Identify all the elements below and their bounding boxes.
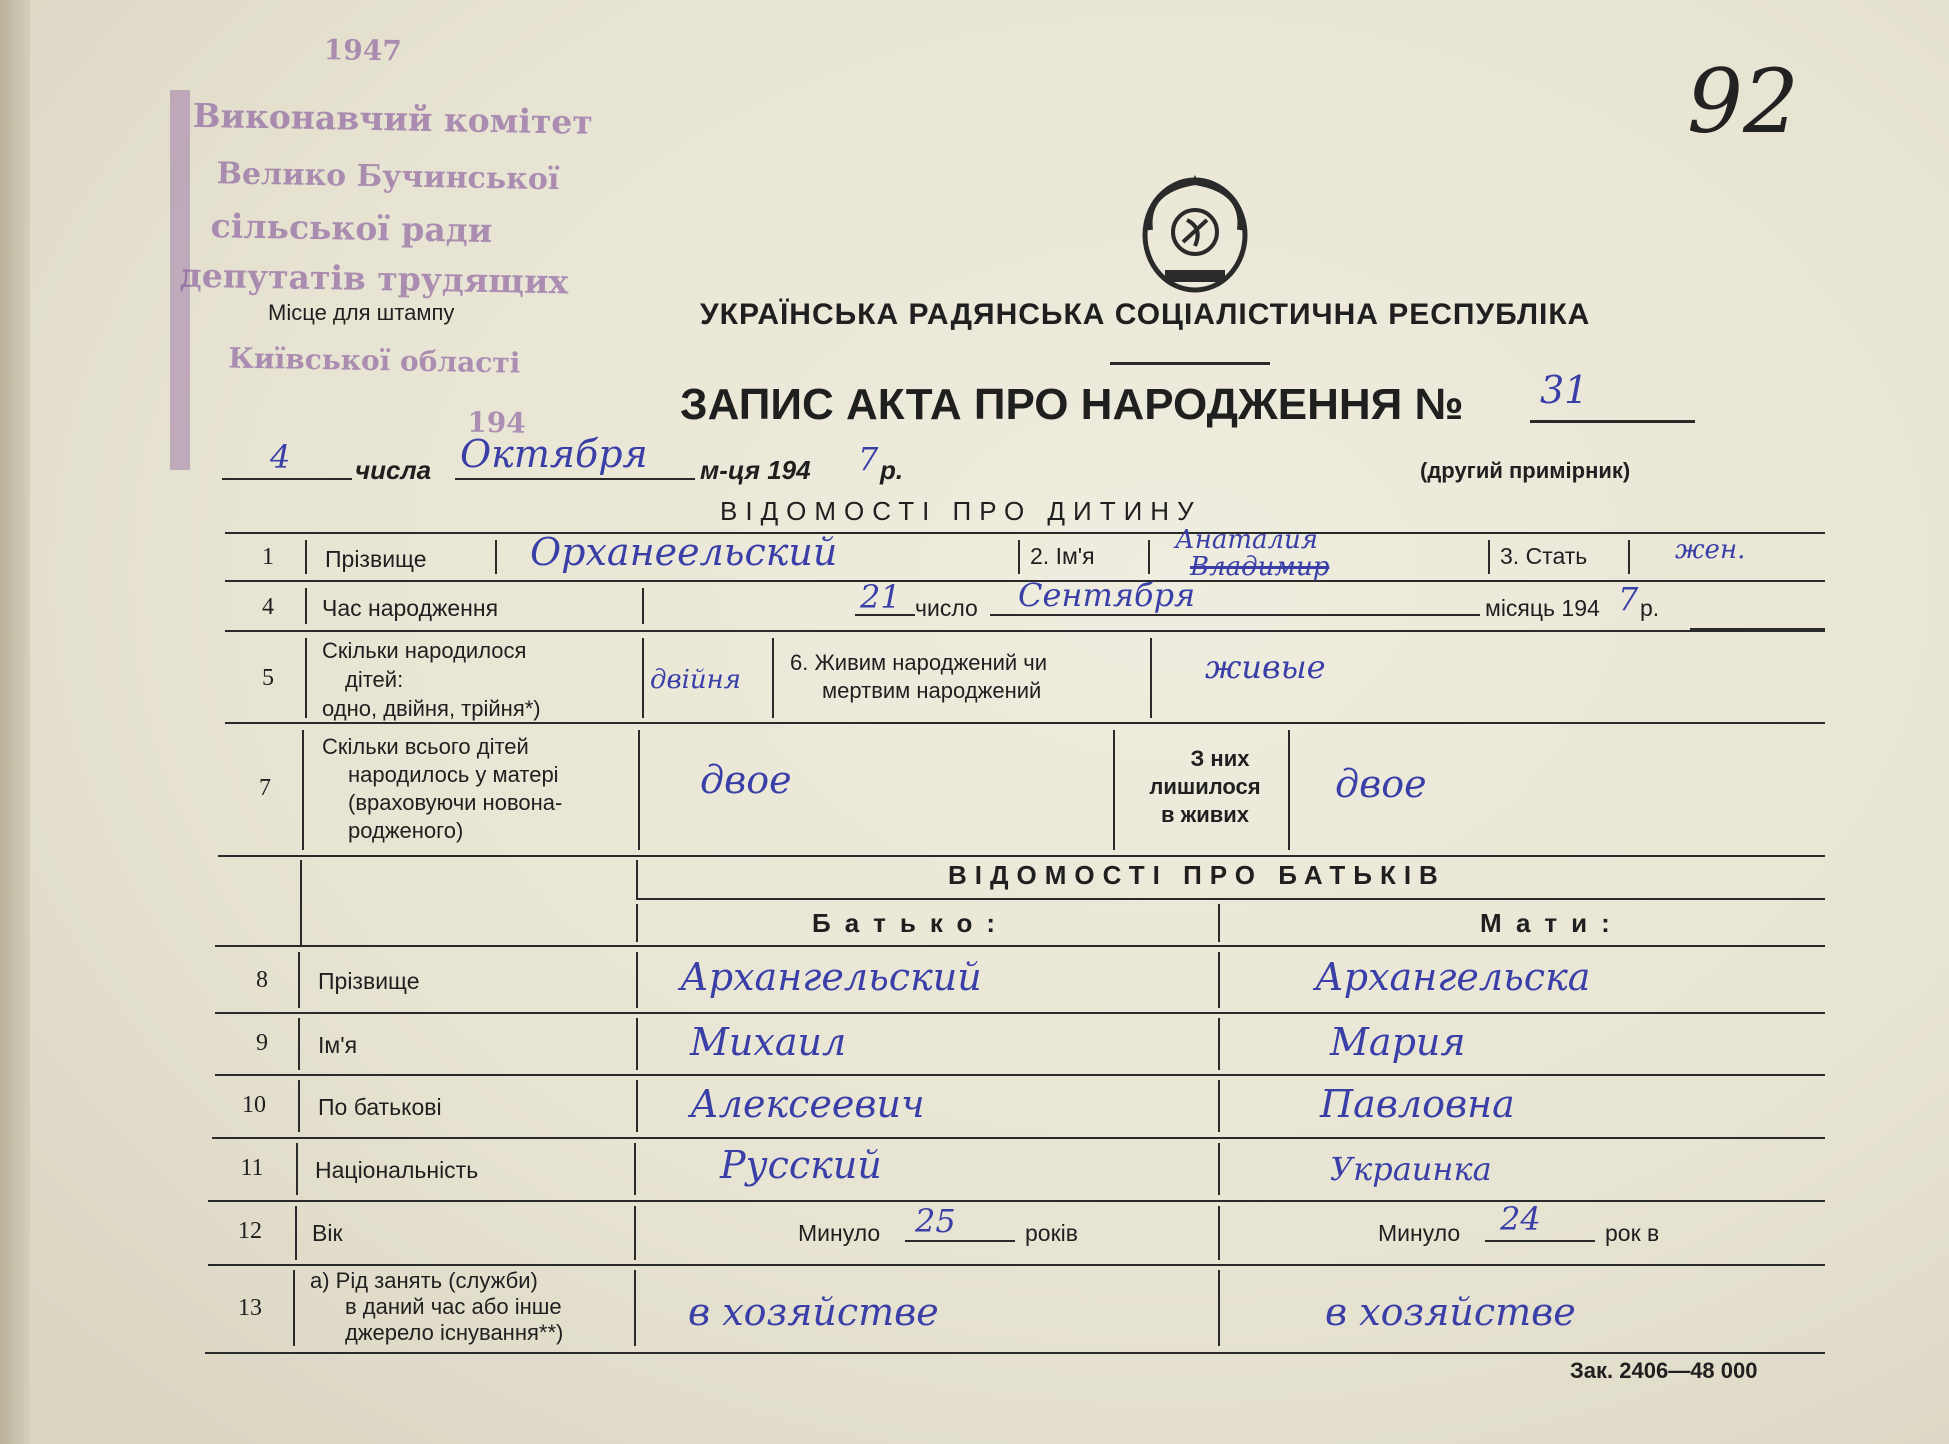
- table-line: [772, 638, 774, 718]
- table-line: [296, 1143, 298, 1195]
- day-label: числа: [355, 455, 432, 485]
- paper-edge: [0, 0, 30, 1444]
- child-name: Анаталия: [1175, 525, 1318, 555]
- mother-age-prefix: Минуло: [1378, 1220, 1461, 1246]
- father-occupation: в хозяйстве: [688, 1290, 939, 1334]
- table-line: [638, 730, 640, 850]
- copy-note: (другий примірник): [1420, 458, 1631, 483]
- table-line: [298, 952, 300, 1008]
- father-age-prefix: Минуло: [798, 1220, 881, 1246]
- table-line: [208, 1264, 1825, 1266]
- stamp-line: Виконавчий комітет: [192, 95, 594, 142]
- table-line: [1018, 540, 1020, 574]
- child-surname: Орханеельский: [530, 530, 838, 574]
- year-suffix: р.: [880, 455, 904, 485]
- table-line: [1218, 952, 1220, 1008]
- name-label: 2. Ім'я: [1030, 543, 1095, 569]
- mother-patronymic: Павловна: [1320, 1082, 1515, 1126]
- birth-month-label: місяць 194: [1485, 595, 1600, 621]
- table-line: [495, 540, 497, 574]
- office-stamp: [166, 33, 693, 484]
- table-line: [205, 1352, 1825, 1354]
- day-underline: [222, 478, 352, 480]
- patronymic-label: По батькові: [318, 1094, 442, 1120]
- table-line: [1218, 1206, 1220, 1260]
- underline: [990, 614, 1480, 616]
- table-line: [298, 1018, 300, 1070]
- table-line: [225, 722, 1825, 724]
- children-count-value: двійня: [650, 665, 742, 695]
- row-number: 12: [238, 1218, 262, 1244]
- age-label: Вік: [312, 1220, 343, 1246]
- record-number-underline: [1530, 420, 1695, 423]
- archive-page-number: 92: [1687, 50, 1799, 153]
- table-line: [302, 730, 304, 850]
- stamp-line: 1947: [323, 33, 403, 68]
- surname-label: Прізвище: [325, 546, 427, 572]
- table-line: [642, 588, 644, 624]
- alive-label: 6. Живим народжений чи: [790, 650, 1048, 675]
- table-line: [636, 898, 1825, 900]
- table-line: [295, 1206, 297, 1260]
- record-day: 4: [270, 438, 291, 476]
- table-line: [1150, 638, 1152, 718]
- table-line: [636, 1018, 638, 1070]
- table-line: [1148, 540, 1150, 574]
- table-line: [636, 1080, 638, 1132]
- children-count-label: одно, двійня, трійня*): [322, 696, 541, 721]
- table-line: [215, 1012, 1825, 1014]
- stamp-line: 194: [467, 405, 527, 440]
- table-line: [642, 638, 644, 718]
- parents-section-title: ВІДОМОСТІ ПРО БАТЬКІВ: [948, 860, 1446, 890]
- record-year-digit: 7: [858, 440, 879, 478]
- underline: [905, 1240, 1015, 1242]
- birth-time-label: Час народження: [322, 595, 499, 621]
- birth-year-suffix: р.: [1640, 595, 1660, 621]
- children-count-label: дітей:: [345, 667, 404, 692]
- child-name-struck: Владимир: [1190, 552, 1330, 582]
- table-line: [1218, 1270, 1220, 1346]
- month-underline: [455, 478, 695, 480]
- republic-title: УКРАЇНСЬКА РАДЯНСЬКА СОЦІАЛІСТИЧНА РЕСПУБЛІКА: [700, 298, 1591, 331]
- record-title: ЗАПИС АКТА ПРО НАРОДЖЕННЯ №: [680, 380, 1464, 429]
- total-children-label: (враховуючи новона-: [348, 790, 563, 815]
- stamp-line: Київської області: [228, 341, 521, 380]
- remain-value: двое: [1335, 762, 1427, 806]
- alive-label: мертвим народжений: [822, 678, 1042, 703]
- father-first-name: Михаил: [690, 1020, 847, 1064]
- table-line: [1218, 1143, 1220, 1195]
- table-line: [1218, 1080, 1220, 1132]
- children-count-label: Скільки народилося: [322, 638, 527, 663]
- mother-header: Мати:: [1480, 908, 1624, 938]
- total-children-label: народилось у матері: [348, 762, 559, 787]
- father-surname-label: Прізвище: [318, 968, 420, 994]
- stamp-place-label: Місце для штампу: [268, 300, 455, 325]
- table-line: [212, 1137, 1825, 1139]
- state-emblem-icon: [1135, 170, 1255, 300]
- table-line: [215, 945, 1825, 947]
- table-line: [634, 1206, 636, 1260]
- total-children-label: Скільки всього дітей: [322, 734, 529, 759]
- birth-day: 21: [860, 578, 901, 616]
- birth-day-label: число: [915, 595, 978, 621]
- father-nationality: Русский: [720, 1143, 882, 1187]
- table-line: [634, 1270, 636, 1346]
- row-number: 1: [262, 544, 274, 570]
- table-line: [305, 638, 307, 718]
- underline: [1485, 1240, 1595, 1242]
- row-number: 9: [256, 1030, 268, 1056]
- birth-month: Сентября: [1018, 576, 1196, 614]
- table-line: [300, 860, 302, 945]
- remain-label: З них: [1190, 746, 1250, 771]
- occupation-label: в даний час або інше: [345, 1294, 562, 1319]
- table-line: [1488, 540, 1490, 574]
- row-number: 10: [242, 1092, 266, 1118]
- mother-nationality: Украинка: [1330, 1150, 1492, 1188]
- table-line: [225, 630, 1825, 632]
- row-number: 5: [262, 665, 274, 691]
- table-line: [1113, 730, 1115, 850]
- alive-value: живые: [1205, 648, 1326, 686]
- first-name-label: Ім'я: [318, 1032, 358, 1058]
- row-number: 13: [238, 1295, 262, 1321]
- table-line: [208, 1200, 1825, 1202]
- father-surname: Архангельский: [680, 955, 982, 999]
- child-section-title: ВІДОМОСТІ ПРО ДИТИНУ: [720, 496, 1202, 526]
- table-line: [1628, 540, 1630, 574]
- occupation-label: джерело існування**): [345, 1320, 564, 1345]
- birth-year-digit: 7: [1618, 580, 1639, 618]
- occupation-label: а) Рід занять (служби): [310, 1268, 538, 1293]
- mother-occupation: в хозяйстве: [1325, 1290, 1576, 1334]
- total-children-value: двое: [700, 758, 792, 802]
- nationality-label: Національність: [315, 1157, 479, 1183]
- total-children-label: родженого): [348, 818, 464, 843]
- table-line: [1288, 730, 1290, 850]
- row-number: 4: [262, 594, 274, 620]
- table-line: [218, 855, 1825, 857]
- mother-age-suffix: рок в: [1605, 1220, 1660, 1246]
- stamp-line: сільської ради: [210, 206, 493, 251]
- table-line: [305, 540, 307, 574]
- row-number: 11: [240, 1155, 264, 1181]
- stamp-line: Велико Бучинської: [216, 156, 560, 198]
- remain-label: в живих: [1160, 802, 1250, 827]
- underline: [1690, 628, 1825, 630]
- table-line: [636, 904, 638, 942]
- print-order: Зак. 2406—48 000: [1570, 1358, 1758, 1383]
- child-sex: жен.: [1675, 535, 1746, 565]
- table-line: [215, 1074, 1825, 1076]
- mother-first-name: Мария: [1330, 1020, 1466, 1064]
- mother-age: 24: [1500, 1200, 1541, 1238]
- row-number: 8: [256, 967, 268, 993]
- divider: [1110, 362, 1270, 365]
- sex-label: 3. Стать: [1500, 543, 1588, 569]
- father-age-suffix: років: [1025, 1220, 1078, 1246]
- table-line: [634, 1143, 636, 1195]
- row-number: 7: [259, 775, 271, 801]
- stamp-line: депутатів трудящих: [179, 255, 569, 302]
- table-line: [305, 588, 307, 624]
- year-label: м-ця 194: [700, 455, 811, 485]
- table-line: [298, 1080, 300, 1132]
- father-patronymic: Алексеевич: [690, 1082, 925, 1126]
- table-line: [225, 532, 1825, 534]
- table-line: [636, 952, 638, 1008]
- table-line: [293, 1270, 295, 1346]
- father-age: 25: [915, 1202, 956, 1240]
- table-line: [636, 860, 638, 900]
- remain-label: лишилося: [1149, 774, 1261, 799]
- table-line: [1218, 904, 1220, 942]
- record-month: Октября: [460, 432, 648, 476]
- record-number: 31: [1540, 368, 1589, 412]
- table-line: [1218, 1018, 1220, 1070]
- mother-surname: Архангельска: [1315, 955, 1591, 999]
- father-header: Батько:: [812, 908, 1010, 938]
